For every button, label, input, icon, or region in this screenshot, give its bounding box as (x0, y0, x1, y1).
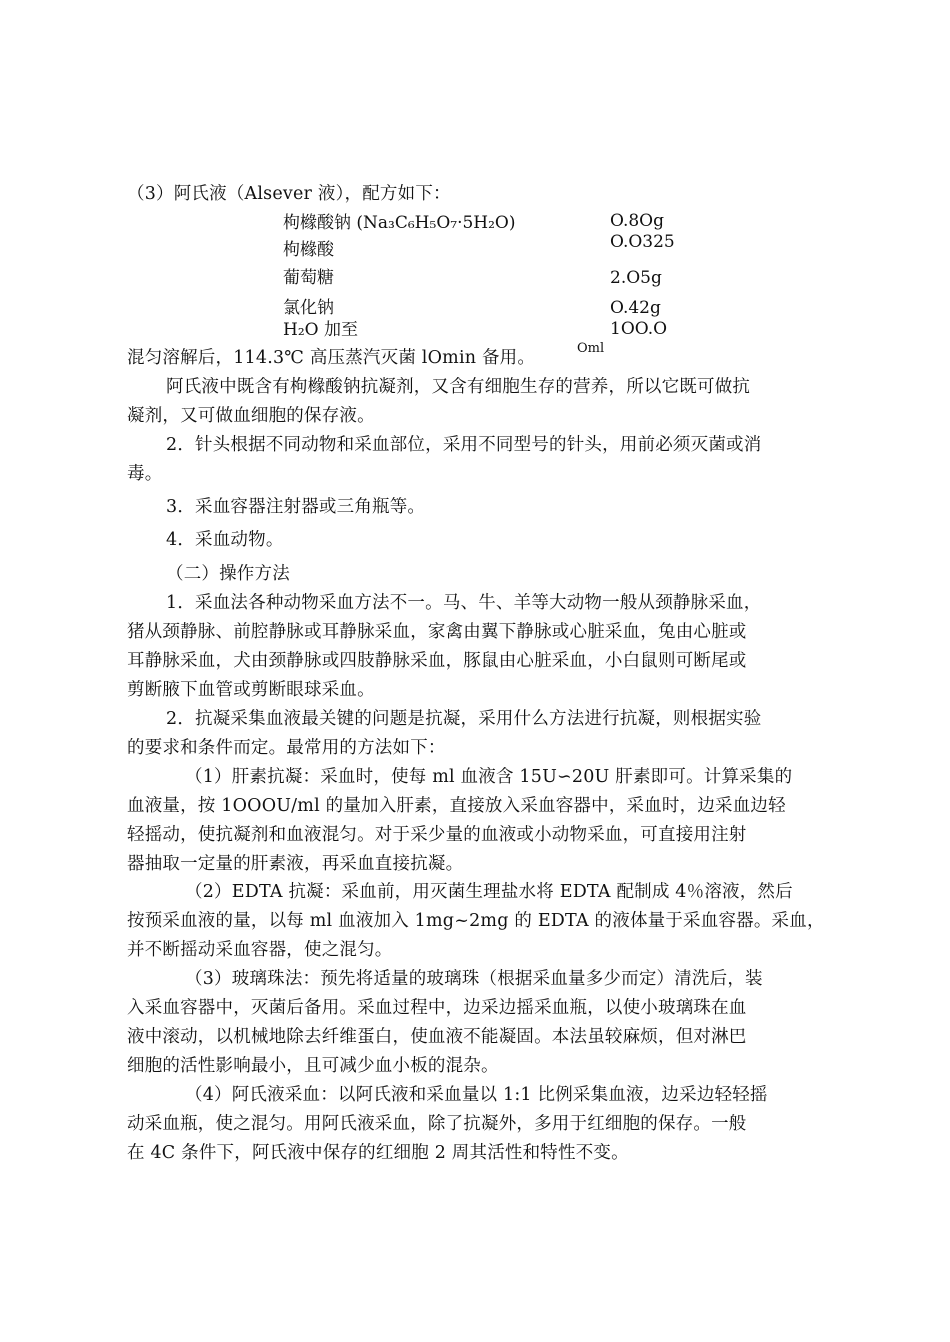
paragraph-line: 凝剂，又可做血细胞的保存液。 (127, 406, 375, 426)
paragraph-line: （3）玻璃珠法：预先将适量的玻璃珠（根据采血量多少而定）清洗后，装 (185, 969, 763, 989)
paragraph-line: 混匀溶解后，114.3℃ 高压蒸汽灭菌 lOmin 备用。 (127, 348, 536, 368)
paragraph-line: 液中滚动，以机械地除去纤维蛋白，使血液不能凝固。本法虽较麻烦，但对淋巴 (127, 1027, 747, 1047)
paragraph-line: 在 4C 条件下，阿氏液中保存的红细胞 2 周其活性和特性不变。 (127, 1143, 629, 1163)
paragraph-line: 血液量，按 1OOOU/ml 的量加入肝素，直接放入采血容器中，采血时，边采血边轻 (127, 796, 786, 816)
recipe-name-4: 氯化钠 (283, 298, 334, 318)
paragraph-line: 4．采血动物。 (166, 530, 284, 550)
paragraph-line: 3．采血容器注射器或三角瓶等。 (166, 497, 426, 517)
paragraph-line: 剪断腋下血管或剪断眼球采血。 (127, 680, 375, 700)
recipe-amount-4: O.42g (610, 298, 661, 318)
recipe-amount-2: O.O325 (610, 232, 675, 252)
section3-title: （3）阿氏液（Alsever 液），配方如下： (127, 184, 451, 204)
paragraph-line: （2）EDTA 抗凝：采血前，用灭菌生理盐水将 EDTA 配制成 4％溶液，然后 (185, 882, 793, 902)
recipe-amount-1: O.8Og (610, 211, 664, 231)
paragraph-line: 毒。 (127, 464, 163, 484)
paragraph-line: 2．针头根据不同动物和采血部位，采用不同型号的针头，用前必须灭菌或消 (166, 435, 762, 455)
paragraph-line: 阿氏液中既含有枸橼酸钠抗凝剂，又含有细胞生存的营养，所以它既可做抗 (166, 377, 751, 397)
recipe-name-3: 葡萄糖 (283, 268, 334, 288)
paragraph-line: 1．采血法各种动物采血方法不一。马、牛、羊等大动物一般从颈静脉采血， (166, 593, 762, 613)
recipe-amount-3: 2.O5g (610, 268, 662, 288)
paragraph-line: （1）肝素抗凝：采血时，使每 ml 血液含 15U∽20U 肝素即可。计算采集的 (185, 767, 793, 787)
paragraph-line: 按预采血液的量，以每 ml 血液加入 1mg~2mg 的 EDTA 的液体量于采血容器。采血， (127, 911, 825, 931)
paragraph-line: 细胞的活性影响最小，且可减少血小板的混杂。 (127, 1056, 499, 1076)
recipe-amount-5: 1OO.O (610, 319, 668, 339)
recipe-name-5: H₂O 加至 (283, 320, 358, 340)
section-heading: （二）操作方法 (166, 564, 290, 584)
paragraph-line: 轻摇动，使抗凝剂和血液混匀。对于采少量的血液或小动物采血，可直接用注射 (127, 825, 747, 845)
paragraph-line: 并不断摇动采血容器，使之混匀。 (127, 940, 393, 960)
paragraph-line: 器抽取一定量的肝素液，再采血直接抗凝。 (127, 854, 464, 874)
paragraph-line: 的要求和条件而定。最常用的方法如下： (127, 738, 446, 758)
paragraph-line: （4）阿氏液采血：以阿氏液和采血量以 1:1 比例采集血液，边采边轻轻摇 (185, 1085, 768, 1105)
recipe-name-2: 枸橼酸 (283, 240, 334, 260)
paragraph-line: 耳静脉采血，犬由颈静脉或四肢静脉采血，豚鼠由心脏采血，小白鼠则可断尾或 (127, 651, 747, 671)
recipe-amount-5-overflow: Oml (577, 341, 605, 354)
paragraph-line: 动采血瓶，使之混匀。用阿氏液采血，除了抗凝外，多用于红细胞的保存。一般 (127, 1114, 747, 1134)
paragraph-line: 猪从颈静脉、前腔静脉或耳静脉采血，家禽由翼下静脉或心脏采血，兔由心脏或 (127, 622, 747, 642)
paragraph-line: 入采血容器中，灭菌后备用。采血过程中，边采边摇采血瓶，以使小玻璃珠在血 (127, 998, 747, 1018)
recipe-name-1: 枸橼酸钠 (Na₃C₆H₅O₇·5H₂O) (283, 213, 516, 233)
paragraph-line: 2．抗凝采集血液最关键的问题是抗凝，采用什么方法进行抗凝，则根据实验 (166, 709, 762, 729)
